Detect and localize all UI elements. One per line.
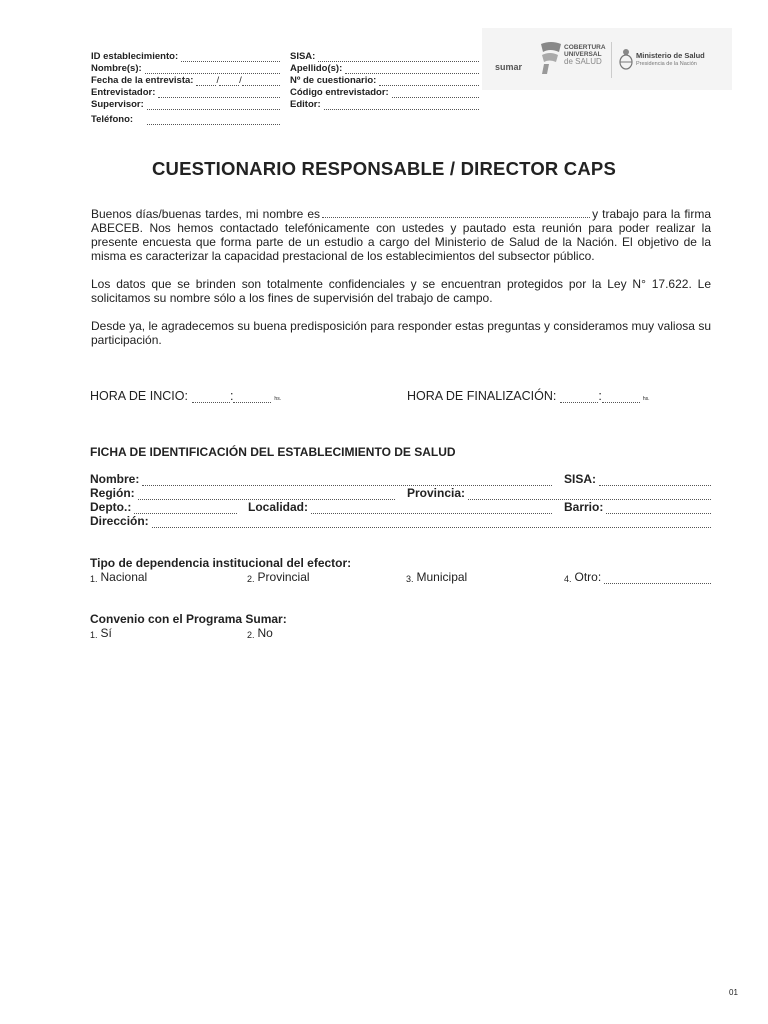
fill-line: [606, 504, 711, 514]
fill-line: [233, 394, 271, 403]
page-number: 01: [729, 988, 738, 997]
fecha-entrevista-field[interactable]: [91, 74, 280, 86]
ministerio-line: Ministerio de Salud: [636, 51, 705, 60]
field-label: Editor:: [290, 99, 321, 110]
option-number: 2.: [247, 630, 255, 640]
fill-line: [181, 53, 280, 62]
nombres-field[interactable]: [91, 62, 280, 74]
logo-band: [482, 28, 732, 90]
field-label: Código entrevistador:: [290, 87, 389, 98]
fill-line: [602, 394, 640, 403]
option-municipal[interactable]: [406, 570, 467, 584]
option-provincial[interactable]: [247, 570, 310, 584]
field-label: Nº de cuestionario:: [290, 75, 377, 86]
convenio-question: Convenio con el Programa Sumar:: [90, 612, 287, 626]
ficha-title: FICHA DE IDENTIFICACIÓN DEL ESTABLECIMIENTO DE SALUD: [90, 445, 456, 459]
coat-of-arms-icon: [619, 48, 633, 70]
field-label: Región:: [90, 486, 135, 500]
fill-line: [468, 490, 711, 500]
id-establecimiento-field[interactable]: [91, 50, 280, 62]
option-otro[interactable]: [564, 570, 711, 584]
fill-line: [219, 77, 239, 86]
otro-fill-line[interactable]: [604, 574, 711, 584]
date-separator: /: [239, 75, 242, 86]
fill-line: [318, 53, 479, 62]
fill-line: [145, 65, 280, 74]
fill-line: [599, 476, 711, 486]
hora-fin-label: HORA DE FINALIZACIÓN:: [407, 389, 557, 403]
fill-line: [147, 101, 280, 110]
nombre-field[interactable]: [90, 472, 552, 486]
codigo-entrevistador-field[interactable]: [290, 86, 479, 98]
numero-cuestionario-field[interactable]: [290, 74, 479, 86]
intro-text-end: y trabajo para la firma ABECEB. Nos hemos contactado telefónicamente con ustedes y pautado esta reunión para poder realizar la presente encuesta que forma parte de un estudio a cargo del Ministerio de Salud de la Nación. El objetivo de la misma es caracterizar la capacidad prestacional de los establecimientos del subsector público.: [91, 207, 711, 263]
fill-line: [242, 77, 280, 86]
sumar-logo: sumar: [495, 62, 523, 72]
intro-text-start: Buenos días/buenas tardes, mi nombre es: [91, 207, 321, 221]
option-no[interactable]: [247, 626, 273, 640]
option-number: 1.: [90, 574, 98, 584]
field-label: SISA:: [290, 51, 316, 62]
hora-finalizacion-field[interactable]: [407, 389, 650, 403]
supervisor-field[interactable]: [91, 98, 280, 110]
fill-line: [147, 116, 280, 125]
hora-inicio-field[interactable]: [90, 389, 281, 403]
localidad-field[interactable]: [248, 500, 552, 514]
cobertura-flag-icon: [537, 40, 565, 76]
field-label: Teléfono:: [91, 114, 134, 125]
option-label: Sí: [100, 626, 112, 640]
fill-line: [152, 518, 711, 528]
field-label: Nombre:: [90, 472, 140, 486]
option-label: Municipal: [416, 570, 468, 584]
option-number: 3.: [406, 574, 414, 584]
sisa-header-field[interactable]: [290, 50, 479, 62]
intro-paragraph-3: Desde ya, le agradecemos su buena predisposición para responder estas preguntas y consideramos muy valiosa su participación.: [91, 319, 711, 347]
dependencia-question: Tipo de dependencia institucional del efector:: [90, 556, 352, 570]
time-separator: :: [598, 389, 602, 403]
field-label: Apellido(s):: [290, 63, 343, 74]
cobertura-line: COBERTURA: [564, 44, 606, 51]
ministerio-logo: [636, 52, 705, 68]
direccion-field[interactable]: [90, 514, 711, 528]
fill-line: [134, 504, 237, 514]
barrio-field[interactable]: [564, 500, 711, 514]
cobertura-line: UNIVERSAL: [564, 51, 602, 58]
option-label: Nacional: [100, 570, 148, 584]
fill-line: [158, 89, 280, 98]
fill-line: [196, 77, 216, 86]
fill-line: [379, 77, 479, 86]
interviewer-name-line[interactable]: [322, 209, 590, 218]
fill-line: [560, 394, 598, 403]
hours-unit: hs.: [642, 396, 650, 402]
cobertura-line: de SALUD: [564, 57, 602, 66]
hora-inicio-label: HORA DE INCIO:: [90, 389, 188, 403]
field-label: Nombre(s):: [91, 63, 142, 74]
time-separator: :: [229, 389, 234, 403]
fill-line: [392, 89, 479, 98]
option-label: Provincial: [257, 570, 310, 584]
option-si[interactable]: [90, 626, 112, 640]
fill-line: [311, 504, 552, 514]
intro-paragraph-2: Los datos que se brinden son totalmente confidenciales y se encuentran protegidos por la Ley N° 17.622. Le solicitamos su nombre sólo a los fines de supervisión del trabajo de campo.: [91, 277, 711, 305]
option-label: No: [257, 626, 273, 640]
region-field[interactable]: [90, 486, 395, 500]
provincia-field[interactable]: [407, 486, 711, 500]
field-label: Dirección:: [90, 514, 149, 528]
cobertura-logo: [564, 44, 606, 65]
editor-field[interactable]: [290, 98, 479, 110]
field-label: ID establecimiento:: [91, 51, 179, 62]
option-number: 1.: [90, 630, 98, 640]
ministerio-line: Presidencia de la Nación: [636, 61, 697, 67]
option-number: 4.: [564, 574, 572, 584]
apellidos-field[interactable]: [290, 62, 479, 74]
depto-field[interactable]: [90, 500, 237, 514]
fill-line: [345, 65, 479, 74]
field-label: Fecha de la entrevista:: [91, 75, 194, 86]
option-label: Otro:: [574, 570, 602, 584]
intro-paragraph-1: [91, 207, 711, 263]
option-number: 2.: [247, 574, 255, 584]
field-label: Entrevistador:: [91, 87, 156, 98]
field-label: Provincia:: [407, 486, 466, 500]
fill-line: [142, 476, 552, 486]
entrevistador-field[interactable]: [91, 86, 280, 98]
telefono-field[interactable]: [91, 113, 280, 125]
field-label: Barrio:: [564, 500, 604, 514]
logo-divider: [611, 42, 612, 78]
field-label: Localidad:: [248, 500, 309, 514]
date-separator: /: [216, 75, 220, 86]
sisa-field[interactable]: [564, 472, 711, 486]
fill-line: [324, 101, 479, 110]
field-label: Depto.:: [90, 500, 132, 514]
page-title: CUESTIONARIO RESPONSABLE / DIRECTOR CAPS: [151, 158, 617, 179]
fill-line: [192, 394, 230, 403]
fill-line: [138, 490, 395, 500]
field-label: Supervisor:: [91, 99, 144, 110]
hours-unit: hs.: [274, 396, 282, 402]
option-nacional[interactable]: [90, 570, 147, 584]
field-label: SISA:: [564, 472, 597, 486]
